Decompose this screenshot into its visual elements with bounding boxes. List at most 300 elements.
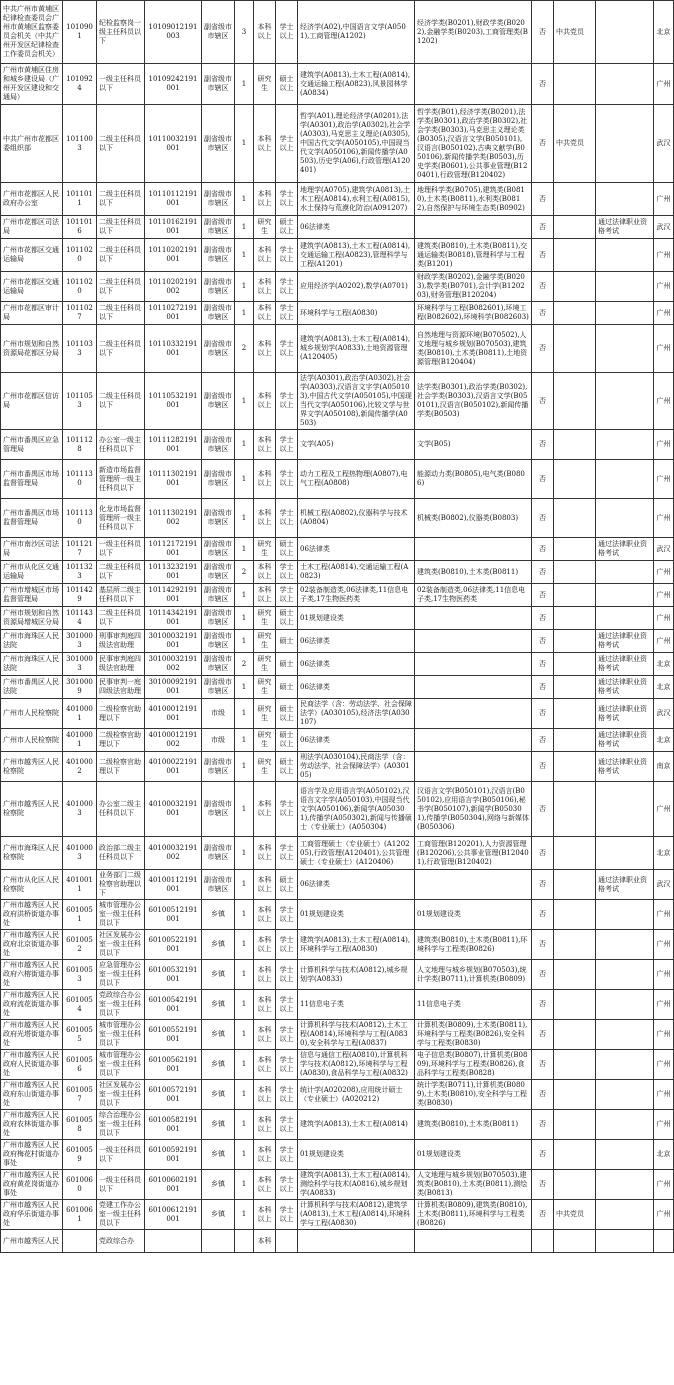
degree-cell: 学士以上 [276,1080,298,1110]
experience-cell: 否 [532,1020,554,1050]
experience-cell: 否 [532,183,554,216]
position-code-cell: 10114292191001 [145,584,202,607]
headcount-cell: 1 [235,183,254,216]
specialty-cell: 统计学类(B0711),计算机类(B0809),土木类(B0810),安全科学与工程类(B0830) [415,1080,532,1110]
other-requirements-cell: 通过法律职业资格考试 [596,630,654,653]
headcount-cell: 1 [235,430,254,460]
position-code-cell: 40100012191002 [145,729,202,752]
specialty-cell: 文学(B05) [415,430,532,460]
specialty-cell [415,699,532,729]
table-row [1,373,674,430]
department-cell: 广州市花都区交通运输局 [1,272,63,302]
department-cell: 广州市从化区交通运输局 [1,561,63,584]
department-cell: 广州市花都区人民政府办公室 [1,183,63,216]
department-cell: 广州市花都区信访局 [1,373,63,430]
position-title-cell: 城市管理办公室一级主任科员以下 [97,900,145,930]
experience-cell: 否 [532,930,554,960]
level-cell: 乡镇 [202,1170,235,1200]
education-cell: 研究生 [254,216,276,239]
education-cell: 研究生 [254,676,276,699]
level-cell: 副省级市市辖区 [202,216,235,239]
specialty-cell: 自然地理与资源环境(B070502),人文地理与城乡规划(B070503),建筑类(B0810),土木类(B0811),土地资源管理(B120404) [415,325,532,373]
specialty-cell: 工商管理(B120201),人力资源管理(B120206),公共事业管理(B120401),行政管理(B120402) [415,837,532,870]
specialty-cell: 机械类(B0802),仪器类(B0803) [415,499,532,538]
department-cell: 广州市越秀区人民检察院 [1,752,63,782]
degree-cell: 学士以上 [276,900,298,930]
specialty-cell: 法学类(B0301),政治学类(B0302),社会学类(B0303),汉语言文学(B050101),汉语言(B050102),新闻传播学类(B0503) [415,373,532,430]
exam-location-cell: 武汉 [654,870,674,900]
degree-cell: 学士以上 [276,960,298,990]
undergrad-major-cell: 11信息电子类 [298,990,415,1020]
exam-location-cell: 广州 [654,1080,674,1110]
code-cell: 3010003 [63,630,97,653]
headcount-cell [235,1230,254,1253]
table-row [1,653,674,676]
undergrad-major-cell: 哲学(A01),理论经济学(A0201),法学(A0301),政治学(A0302),社会学(A0303),马克思主义理论(A0305),中国古代文学(A050105),中国现当代文学(A050106),新闻传播学(A0503),历史学(A06),行政管理(A120401) [298,105,415,183]
experience-cell: 否 [532,1140,554,1170]
undergrad-major-cell: 建筑学(A0813),土木工程(A0814),交通运输工程(A0823),管理科学与工程(A1201) [298,239,415,272]
education-cell: 本科以上 [254,460,276,499]
position-code-cell: 10114342191001 [145,607,202,630]
exam-location-cell: 广州 [654,239,674,272]
undergrad-major-cell: 06法律类 [298,216,415,239]
experience-cell: 否 [532,1200,554,1230]
headcount-cell: 1 [235,105,254,183]
specialty-cell: 01规划建设类 [415,900,532,930]
table-row [1,900,674,930]
undergrad-major-cell: 建筑学(A0813),土木工程(A0814),交通运输工程(A0823),风景园林学(A0834) [298,64,415,105]
position-title-cell: 民事审判一庭四级法官助理 [97,676,145,699]
undergrad-major-cell: 动力工程及工程热物理(A0807),电气工程(A0808) [298,460,415,499]
experience-cell: 否 [532,373,554,430]
specialty-cell [415,752,532,782]
undergrad-major-cell: 建筑学(A0813),土木工程(A0814),环境科学与工程(A0830) [298,930,415,960]
position-title-cell: 二级检察官助理以下 [97,699,145,729]
specialty-cell: 电子信息类(B0807),计算机类(B0809),环境科学与工程类(B0826),食品科学与工程类(B0828) [415,1050,532,1080]
table-row [1,499,674,538]
undergrad-major-cell: 02装备制造类,06法律类,11信息电子类,17生物医药类 [298,584,415,607]
headcount-cell: 1 [235,1080,254,1110]
position-title-cell: 纪检监察岗一级主任科员以下 [97,1,145,64]
degree-cell: 学士以上 [276,782,298,837]
position-title-cell: 城市管理办公室一级主任科员以下 [97,1020,145,1050]
undergrad-major-cell: 06法律类 [298,538,415,561]
other-requirements-cell [596,325,654,373]
undergrad-major-cell: 信息与通信工程(A0810),计算机科学与技术(A0812),环境科学与工程(A0830),食品科学与工程(A0832) [298,1050,415,1080]
position-title-cell: 刑事审判庭四级法官助理 [97,630,145,653]
other-requirements-cell [596,584,654,607]
position-title-cell: 二级检察官助理以下 [97,729,145,752]
code-cell [63,1230,97,1253]
headcount-cell: 1 [235,302,254,325]
position-title-cell: 业务部门二级检察官助理以下 [97,870,145,900]
department-cell: 广州市越秀区人民政府农林街道办事处 [1,1110,63,1140]
department-cell: 广州市越秀区人民检察院 [1,782,63,837]
exam-location-cell: 广州 [654,900,674,930]
position-code-cell: 10110202191001 [145,239,202,272]
experience-cell: 否 [532,64,554,105]
political-status-cell [554,607,596,630]
position-title-cell: 民事审判庭四级法官助理 [97,653,145,676]
level-cell: 副省级市市辖区 [202,870,235,900]
table-row [1,538,674,561]
table-row [1,960,674,990]
table-row [1,1170,674,1200]
department-cell: 广州市从化区人民检察院 [1,870,63,900]
code-cell: 1011027 [63,302,97,325]
level-cell: 副省级市市辖区 [202,752,235,782]
table-row [1,699,674,729]
other-requirements-cell [596,499,654,538]
table-row [1,430,674,460]
table-row [1,216,674,239]
political-status-cell: 中共党员 [554,1,596,64]
experience-cell [532,1230,554,1253]
education-cell: 本科以上 [254,1050,276,1080]
education-cell: 本科以上 [254,837,276,870]
degree-cell: 学士以上 [276,1110,298,1140]
undergrad-major-cell: 法学(A0301),政治学(A0302),社会学(A0303),汉语言文字学(A050103),中国古代文学(A050105),中国现当代文学(A050106),比较文学与世界文学(A050108),新闻传播学(A0503) [298,373,415,430]
level-cell: 乡镇 [202,900,235,930]
undergrad-major-cell: 06法律类 [298,729,415,752]
education-cell: 本科以上 [254,1080,276,1110]
level-cell: 乡镇 [202,1080,235,1110]
experience-cell: 否 [532,607,554,630]
exam-location-cell: 北京 [654,837,674,870]
position-code-cell: 60100602191001 [145,1170,202,1200]
political-status-cell [554,990,596,1020]
other-requirements-cell [596,1110,654,1140]
headcount-cell: 1 [235,930,254,960]
code-cell: 6010053 [63,960,97,990]
other-requirements-cell: 通过法律职业资格考试 [596,729,654,752]
political-status-cell [554,216,596,239]
level-cell: 乡镇 [202,1020,235,1050]
political-status-cell [554,930,596,960]
undergrad-major-cell: 06法律类 [298,653,415,676]
headcount-cell: 1 [235,1170,254,1200]
exam-location-cell: 北京 [654,676,674,699]
headcount-cell: 1 [235,676,254,699]
exam-location-cell: 广州 [654,630,674,653]
degree-cell: 学士以上 [276,837,298,870]
department-cell: 广州市规划和自然资源局增城区分局 [1,607,63,630]
position-title-cell: 一级主任科员以下 [97,1140,145,1170]
political-status-cell [554,325,596,373]
table-row [1,1110,674,1140]
position-code-cell: 10110032191001 [145,105,202,183]
table-row [1,607,674,630]
position-code-cell: 40100032191001 [145,782,202,837]
table-row [1,1080,674,1110]
education-cell: 本科以上 [254,183,276,216]
specialty-cell [415,630,532,653]
exam-location-cell: 武汉 [654,699,674,729]
table-row [1,990,674,1020]
other-requirements-cell [596,990,654,1020]
position-title-cell: 二级主任科员以下 [97,272,145,302]
degree-cell: 学士以上 [276,460,298,499]
education-cell: 本科以上 [254,870,276,900]
table-row [1,460,674,499]
position-title-cell: 二级主任科员以下 [97,561,145,584]
headcount-cell: 1 [235,990,254,1020]
other-requirements-cell [596,1050,654,1080]
table-row [1,870,674,900]
degree-cell: 硕士以上 [276,607,298,630]
education-cell: 研究生 [254,538,276,561]
department-cell: 广州市番禺区市场监督管理局 [1,460,63,499]
level-cell: 乡镇 [202,990,235,1020]
code-cell: 6010056 [63,1050,97,1080]
headcount-cell: 3 [235,1,254,64]
position-title-cell: 城市管理办公室一级主任科员以下 [97,1050,145,1080]
position-code-cell: 10111302191002 [145,499,202,538]
experience-cell: 否 [532,900,554,930]
position-title-cell: 一级主任科员以下 [97,1170,145,1200]
political-status-cell: 中共党员 [554,105,596,183]
undergrad-major-cell: 06法律类 [298,630,415,653]
department-cell: 广州市花都区司法局 [1,216,63,239]
department-cell: 广州市增城区市场监督管理局 [1,584,63,607]
other-requirements-cell [596,272,654,302]
code-cell: 1011020 [63,272,97,302]
position-code-cell: 60100592191001 [145,1140,202,1170]
table-row [1,837,674,870]
degree-cell: 学士以上 [276,930,298,960]
political-status-cell [554,630,596,653]
exam-location-cell: 广州 [654,1050,674,1080]
specialty-cell: 能源动力类(B0805),电气类(B0806) [415,460,532,499]
code-cell: 4010003 [63,837,97,870]
level-cell: 副省级市市辖区 [202,239,235,272]
other-requirements-cell [596,430,654,460]
other-requirements-cell [596,960,654,990]
table-row [1,1200,674,1230]
experience-cell: 否 [532,752,554,782]
table-row [1,782,674,837]
political-status-cell [554,837,596,870]
position-code-cell: 60100532191001 [145,960,202,990]
exam-location-cell: 广州 [654,960,674,990]
exam-location-cell: 广州 [654,272,674,302]
table-row [1,272,674,302]
political-status-cell [554,499,596,538]
table-row [1,105,674,183]
education-cell: 本科以上 [254,1170,276,1200]
position-title-cell: 社区发展办公室一级主任科员以下 [97,1080,145,1110]
other-requirements-cell [596,1140,654,1170]
level-cell: 副省级市市辖区 [202,1,235,64]
department-cell: 广州市越秀区人民政府人民街道办事处 [1,1050,63,1080]
position-code-cell: 10110532191001 [145,373,202,430]
position-code-cell: 40100022191001 [145,752,202,782]
exam-location-cell: 广州 [654,930,674,960]
experience-cell: 否 [532,960,554,990]
experience-cell: 否 [532,1050,554,1080]
code-cell: 1011434 [63,607,97,630]
position-code-cell: 10109242191001 [145,64,202,105]
political-status-cell [554,870,596,900]
position-title-cell: 二级主任科员以下 [97,216,145,239]
position-code-cell: 60100512191001 [145,900,202,930]
headcount-cell: 1 [235,607,254,630]
education-cell: 本科以上 [254,430,276,460]
degree-cell: 硕士 [276,653,298,676]
position-code-cell: 10109012191003 [145,1,202,64]
level-cell: 市级 [202,729,235,752]
department-cell: 广州市越秀区人民政府梅花村街道办事处 [1,1140,63,1170]
exam-location-cell: 广州 [654,64,674,105]
undergrad-major-cell: 民商法学（含：劳动法学、社会保障法学）(A030105),经济法学(A030107) [298,699,415,729]
position-code-cell: 40100012191001 [145,699,202,729]
education-cell: 本科以上 [254,1,276,64]
specialty-cell: 计算机类(B0809),建筑类(B0810),土木类(B0811),环境科学与工程类(B0826) [415,1200,532,1230]
degree-cell: 学士以上 [276,1020,298,1050]
education-cell: 本科以上 [254,1110,276,1140]
political-status-cell [554,752,596,782]
degree-cell [276,1230,298,1253]
experience-cell: 否 [532,239,554,272]
other-requirements-cell [596,105,654,183]
degree-cell: 硕士以上 [276,64,298,105]
level-cell: 副省级市市辖区 [202,584,235,607]
other-requirements-cell [596,239,654,272]
position-title-cell: 党政综合办 [97,1230,145,1253]
experience-cell: 否 [532,1,554,64]
department-cell: 广州市越秀区人民政府北京街道办事处 [1,930,63,960]
department-cell: 广州市海珠区人民检察院 [1,837,63,870]
degree-cell: 学士以上 [276,272,298,302]
specialty-cell: 地理科学类(B0705),建筑类(B0810),土木类(B0811),水利类(B0812),自然保护与环境生态类(B0902) [415,183,532,216]
degree-cell: 学士以上 [276,105,298,183]
department-cell: 广州市番禺区应急管理局 [1,430,63,460]
other-requirements-cell: 通过法律职业资格考试 [596,699,654,729]
specialty-cell [415,653,532,676]
other-requirements-cell [596,1230,654,1253]
headcount-cell: 1 [235,699,254,729]
headcount-cell: 1 [235,239,254,272]
other-requirements-cell [596,1,654,64]
level-cell: 乡镇 [202,1200,235,1230]
specialty-cell: 建筑类(B0810),土木类(B0811) [415,561,532,584]
political-status-cell [554,183,596,216]
level-cell: 副省级市市辖区 [202,105,235,183]
specialty-cell: 财政学类(B0202),金融学类(B0203),数学类(B0701),会计学(B120203),财务管理(B120204) [415,272,532,302]
other-requirements-cell [596,64,654,105]
education-cell: 本科以上 [254,960,276,990]
position-code-cell: 10113232191001 [145,561,202,584]
department-cell: 广州市人民检察院 [1,699,63,729]
education-cell: 本科以上 [254,900,276,930]
experience-cell: 否 [532,990,554,1020]
specialty-cell: 计算机类(B0809),土木类(B0811),环境科学与工程类(B0826),安全科学与工程类(B0830) [415,1020,532,1050]
department-cell: 中共广州市花都区委组织部 [1,105,63,183]
table-row [1,729,674,752]
position-code-cell: 10110332191001 [145,325,202,373]
headcount-cell: 1 [235,782,254,837]
position-title-cell: 二级主任科员以下 [97,325,145,373]
degree-cell: 硕士以上 [276,870,298,900]
position-code-cell: 60100552191001 [145,1020,202,1050]
department-cell: 广州市越秀区人民 [1,1230,63,1253]
exam-location-cell: 南京 [654,752,674,782]
headcount-cell: 2 [235,325,254,373]
position-code-cell: 30100092191001 [145,676,202,699]
department-cell: 广州市人民检察院 [1,729,63,752]
experience-cell: 否 [532,630,554,653]
headcount-cell: 1 [235,1050,254,1080]
political-status-cell [554,1080,596,1110]
department-cell: 中共广州市黄埔区纪律检查委员会广州市黄埔区监察委员会机关（中共广州开发区纪律检查工作委员会机关） [1,1,63,64]
table-row [1,676,674,699]
code-cell: 6010051 [63,900,97,930]
code-cell: 6010060 [63,1170,97,1200]
other-requirements-cell [596,1020,654,1050]
other-requirements-cell: 通过法律职业资格考试 [596,676,654,699]
code-cell: 1011033 [63,325,97,373]
education-cell: 研究生 [254,653,276,676]
undergrad-major-cell: 工商管理硕士（专业硕士）(A120205),行政管理(A120401),公共管理硕士（专业硕士）(A120406) [298,837,415,870]
headcount-cell: 1 [235,460,254,499]
headcount-cell: 1 [235,272,254,302]
education-cell: 本科以上 [254,302,276,325]
position-title-cell: 二级检察官助理以下 [97,752,145,782]
other-requirements-cell [596,1080,654,1110]
position-code-cell: 60100542191001 [145,990,202,1020]
code-cell: 6010054 [63,990,97,1020]
table-row [1,1140,674,1170]
table-row [1,752,674,782]
experience-cell: 否 [532,561,554,584]
exam-location-cell: 广州 [654,1170,674,1200]
exam-location-cell: 北京 [654,1,674,64]
level-cell: 副省级市市辖区 [202,183,235,216]
position-title-cell: 党建工作办公室一级主任科员以下 [97,1200,145,1230]
undergrad-major-cell: 01规划建设类 [298,1140,415,1170]
political-status-cell [554,729,596,752]
political-status-cell [554,1110,596,1140]
experience-cell: 否 [532,460,554,499]
level-cell: 乡镇 [202,960,235,990]
degree-cell: 学士以上 [276,430,298,460]
education-cell: 本科以上 [254,373,276,430]
education-cell: 本科以上 [254,584,276,607]
exam-location-cell: 广州 [654,373,674,430]
experience-cell: 否 [532,105,554,183]
experience-cell: 否 [532,676,554,699]
political-status-cell [554,653,596,676]
exam-location-cell [654,1230,674,1253]
exam-location-cell: 广州 [654,1110,674,1140]
code-cell: 1011323 [63,561,97,584]
position-title-cell: 化龙市场监督管理所一级主任科员以下 [97,499,145,538]
education-cell: 本科以上 [254,990,276,1020]
experience-cell: 否 [532,1170,554,1200]
political-status-cell [554,782,596,837]
education-cell: 本科以上 [254,782,276,837]
exam-location-cell: 北京 [654,729,674,752]
undergrad-major-cell: 计算机科学与技术(A0812),城乡规划学(A0833) [298,960,415,990]
position-title-cell: 二级主任科员以下 [97,105,145,183]
degree-cell: 学士以上 [276,1,298,64]
political-status-cell [554,1050,596,1080]
code-cell: 4010003 [63,782,97,837]
table-row [1,325,674,373]
position-title-cell: 新造市场监督管理所一级主任科员以下 [97,460,145,499]
position-code-cell: 60100522191001 [145,930,202,960]
level-cell: 副省级市市辖区 [202,630,235,653]
